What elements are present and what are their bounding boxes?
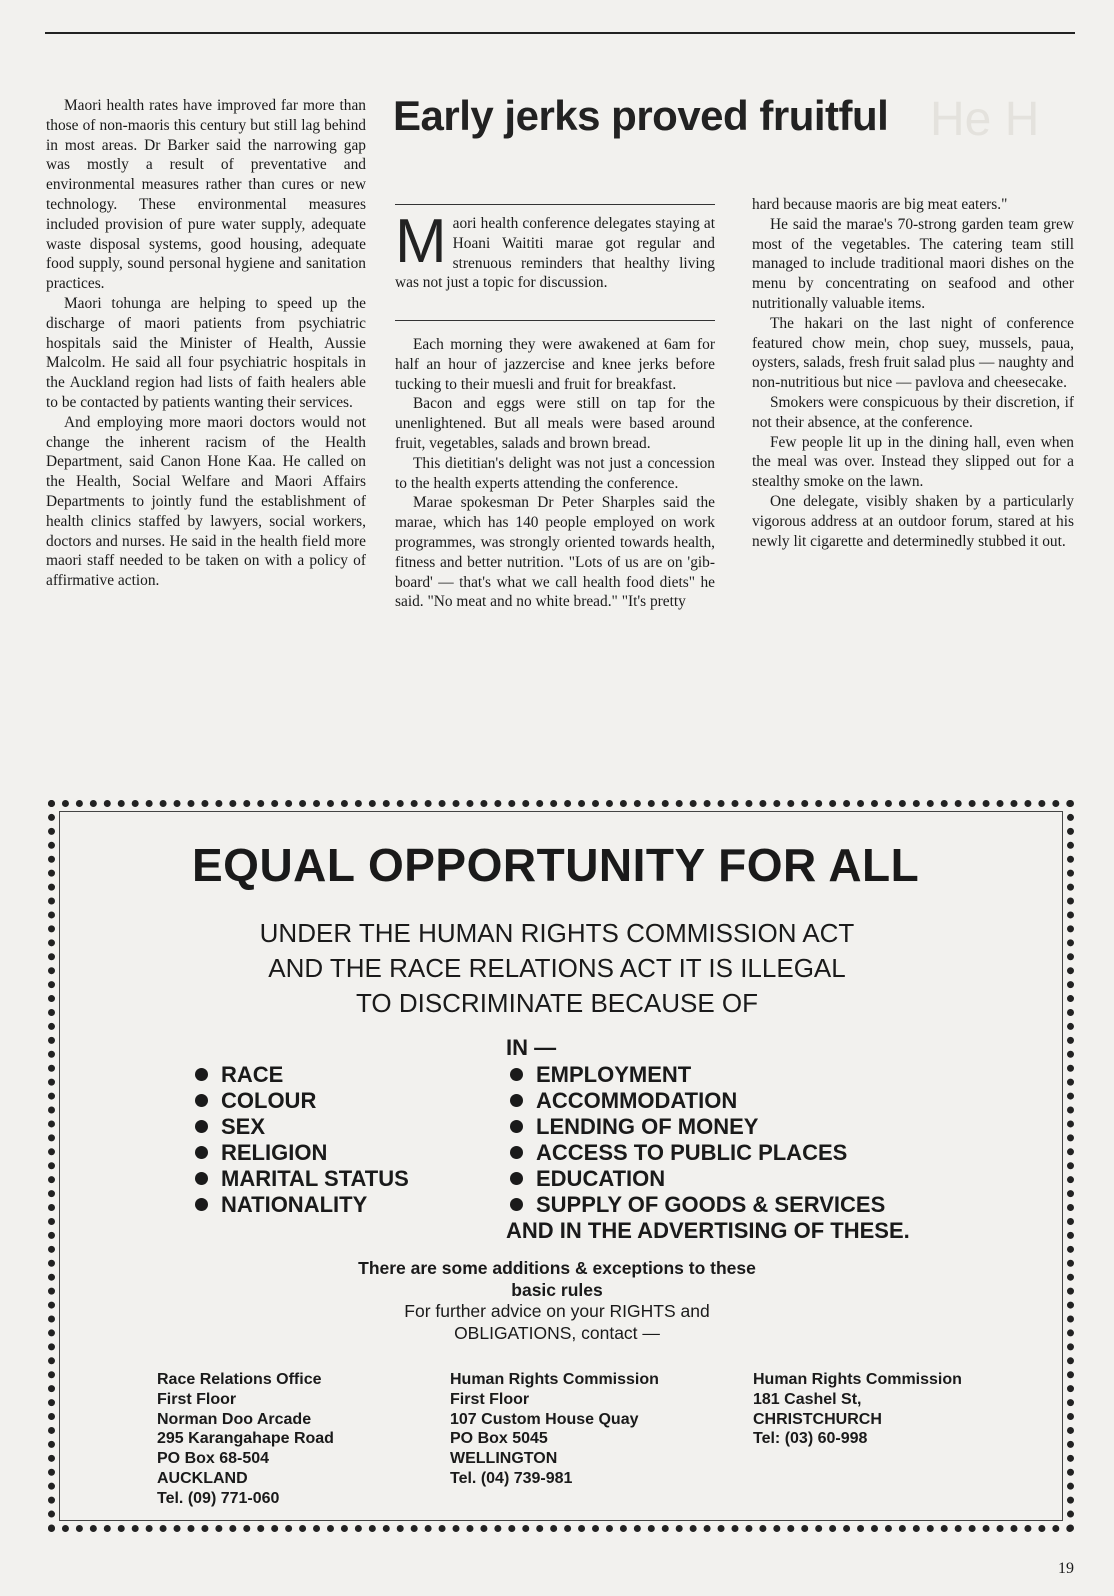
address-line: Tel: (03) 60-998 bbox=[753, 1430, 868, 1448]
bullet-icon bbox=[510, 1068, 523, 1081]
list-item: LENDING OF MONEY bbox=[508, 1114, 885, 1140]
address-line: First Floor bbox=[450, 1390, 530, 1408]
discrimination-areas-list bbox=[508, 1062, 885, 1218]
address-line: Human Rights Commission bbox=[753, 1371, 962, 1388]
list-item: EDUCATION bbox=[508, 1166, 885, 1192]
bullet-icon bbox=[195, 1068, 208, 1081]
ad-sub-line: AND THE RACE RELATIONS ACT IT IS ILLEGAL bbox=[268, 953, 846, 983]
paragraph: hard because maoris are big meat eaters." bbox=[752, 196, 1008, 213]
address-line: 295 Karangahape Road bbox=[157, 1430, 334, 1448]
address-line: PO Box 5045 bbox=[450, 1430, 548, 1448]
address-line: Tel. (04) 739-981 bbox=[450, 1469, 573, 1487]
ad-sub-line: TO DISCRIMINATE BECAUSE OF bbox=[355, 988, 759, 1018]
in-label: IN — bbox=[506, 1035, 557, 1060]
note-bold-line: There are some additions & exceptions to these bbox=[358, 1258, 756, 1278]
lead-rule-bottom bbox=[395, 320, 715, 321]
article-column-left bbox=[46, 96, 366, 591]
bullet-icon bbox=[510, 1120, 523, 1133]
article-headline: Early jerks proved fruitful bbox=[393, 92, 889, 139]
paragraph: Each morning they were awakened at 6am for half an hour of jazzercise and knee jerks before tucking to their muesli and fruit for breakfast. bbox=[395, 336, 715, 393]
paragraph: Maori tohunga are helping to speed up the discharge of maori patients from psychiatric hospitals said the Minister of Health, Aussie Malcolm. He said all four psychiatric hospitals in the Auckland region had lists of faith healers able to be contacted by patients wanting their services. bbox=[46, 294, 366, 411]
article-lead bbox=[395, 207, 715, 293]
note-bold-line: basic rules bbox=[511, 1279, 603, 1300]
list-item: SUPPLY OF GOODS & SERVICES bbox=[508, 1192, 885, 1218]
address-line: AUCKLAND bbox=[157, 1469, 248, 1487]
address-line: WELLINGTON bbox=[450, 1450, 558, 1468]
list-item: ACCESS TO PUBLIC PLACES bbox=[508, 1140, 885, 1166]
address-christchurch bbox=[753, 1370, 962, 1449]
list-item: MARITAL STATUS bbox=[193, 1166, 409, 1192]
address-line: CHRISTCHURCH bbox=[753, 1410, 882, 1428]
drop-cap: M bbox=[395, 207, 447, 276]
address-line: PO Box 68-504 bbox=[157, 1450, 270, 1468]
address-line: 107 Custom House Quay bbox=[450, 1410, 639, 1428]
paragraph: Few people lit up in the dining hall, even when the meal was over. Instead they slipped out for a stealthy smoke on the lawn. bbox=[752, 433, 1074, 491]
paragraph: The hakari on the last night of conference featured chow mein, chop suey, mussels, paua, oysters, salads, fresh fruit salad plus — naughty and non-nutritious but nice — pavlova and cheesecake. bbox=[752, 314, 1074, 392]
list-item: SEX bbox=[193, 1114, 409, 1140]
bullet-icon bbox=[510, 1172, 523, 1185]
ad-subheading bbox=[0, 916, 1114, 1021]
address-line: Race Relations Office bbox=[157, 1371, 322, 1388]
bullet-icon bbox=[195, 1198, 208, 1211]
list-item: ACCOMMODATION bbox=[508, 1088, 885, 1114]
address-auckland bbox=[157, 1370, 334, 1509]
address-line: First Floor bbox=[157, 1390, 237, 1408]
ad-title: EQUAL OPPORTUNITY FOR ALL bbox=[192, 839, 920, 891]
discrimination-grounds-list bbox=[193, 1062, 409, 1218]
paragraph: Marae spokesman Dr Peter Sharples said the marae, which has 140 people employed on work programmes, was strongly oriented towards health, fitness and better nutrition. "Lots of us are on 'gib-board' — that's what we call health food diets" he said. "No meat and no white bread." "It's pretty bbox=[395, 494, 715, 611]
paragraph: Bacon and eggs were still on tap for the unenlightened. But all meals were based around fruit, vegetables, salads and brown bread. bbox=[395, 395, 715, 452]
ad-note bbox=[0, 1258, 1114, 1344]
lead-rule-top bbox=[395, 204, 715, 205]
list-item: RACE bbox=[193, 1062, 409, 1088]
paragraph: This dietitian's delight was not just a concession to the health experts attending the conference. bbox=[395, 454, 715, 492]
paragraph: Maori health rates have improved far more than those of non-maoris this century but still lag behind in most areas. Dr Barker said the narrowing gap was mostly a result of preventative and environmental measures rather than cures or new technology. These environmental measures included provision of pure water supply, adequate waste disposal systems, good housing, adequate food supply, sound personal hygiene and sanitation practices. bbox=[46, 97, 366, 293]
paragraph: He said the marae's 70-strong garden team grew most of the vegetables. The catering team still managed to include traditional maori dishes on the menu by concentrating on seafood and other nutritionally valuable items. bbox=[752, 215, 1074, 312]
bullet-icon bbox=[195, 1094, 208, 1107]
list-item: RELIGION bbox=[193, 1140, 409, 1166]
lead-text: aori health conference delegates staying at Hoani Waititi marae got regular and strenuous reminders that healthy living was not just a topic for discussion. bbox=[395, 215, 715, 292]
page-number: 19 bbox=[1058, 1560, 1074, 1577]
note-line: For further advice on your RIGHTS and bbox=[404, 1301, 710, 1321]
address-line: Human Rights Commission bbox=[450, 1371, 659, 1388]
list-item: EMPLOYMENT bbox=[508, 1062, 885, 1088]
ad-sub-line: UNDER THE HUMAN RIGHTS COMMISSION ACT bbox=[259, 918, 855, 948]
paragraph: And employing more maori doctors would not change the inherent racism of the Health Department, said Canon Hone Kaa. He called on the Health, Social Welfare and Maori Affairs Departments to jointly fund the establishment of health clinics staffed by lawyers, social workers, doctors and nurses. He said in the health field more maori staff needed to be taken on with a policy of affirmative action. bbox=[46, 413, 366, 590]
bullet-icon bbox=[195, 1172, 208, 1185]
address-wellington bbox=[450, 1370, 659, 1489]
address-line: 181 Cashel St, bbox=[753, 1390, 862, 1408]
paragraph: One delegate, visibly shaken by a particularly vigorous address at an outdoor forum, stared at his newly lit cigarette and determinedly stubbed it out. bbox=[752, 492, 1074, 550]
bullet-icon bbox=[510, 1198, 523, 1211]
list-item: COLOUR bbox=[193, 1088, 409, 1114]
address-line: Tel. (09) 771-060 bbox=[157, 1489, 280, 1507]
article-column-right bbox=[752, 195, 1074, 551]
paragraph: Smokers were conspicuous by their discretion, if not their absence, at the conference. bbox=[752, 393, 1074, 431]
note-line: OBLIGATIONS, contact — bbox=[454, 1322, 660, 1343]
address-line: Norman Doo Arcade bbox=[157, 1410, 312, 1428]
bullet-icon bbox=[195, 1120, 208, 1133]
faded-background-headline: He H bbox=[930, 93, 1040, 146]
bullet-icon bbox=[510, 1094, 523, 1107]
ad-tail-line: AND IN THE ADVERTISING OF THESE. bbox=[506, 1218, 910, 1243]
article-column-middle bbox=[395, 335, 715, 612]
bullet-icon bbox=[510, 1146, 523, 1159]
bullet-icon bbox=[195, 1146, 208, 1159]
top-rule bbox=[45, 32, 1075, 34]
list-item: NATIONALITY bbox=[193, 1192, 409, 1218]
